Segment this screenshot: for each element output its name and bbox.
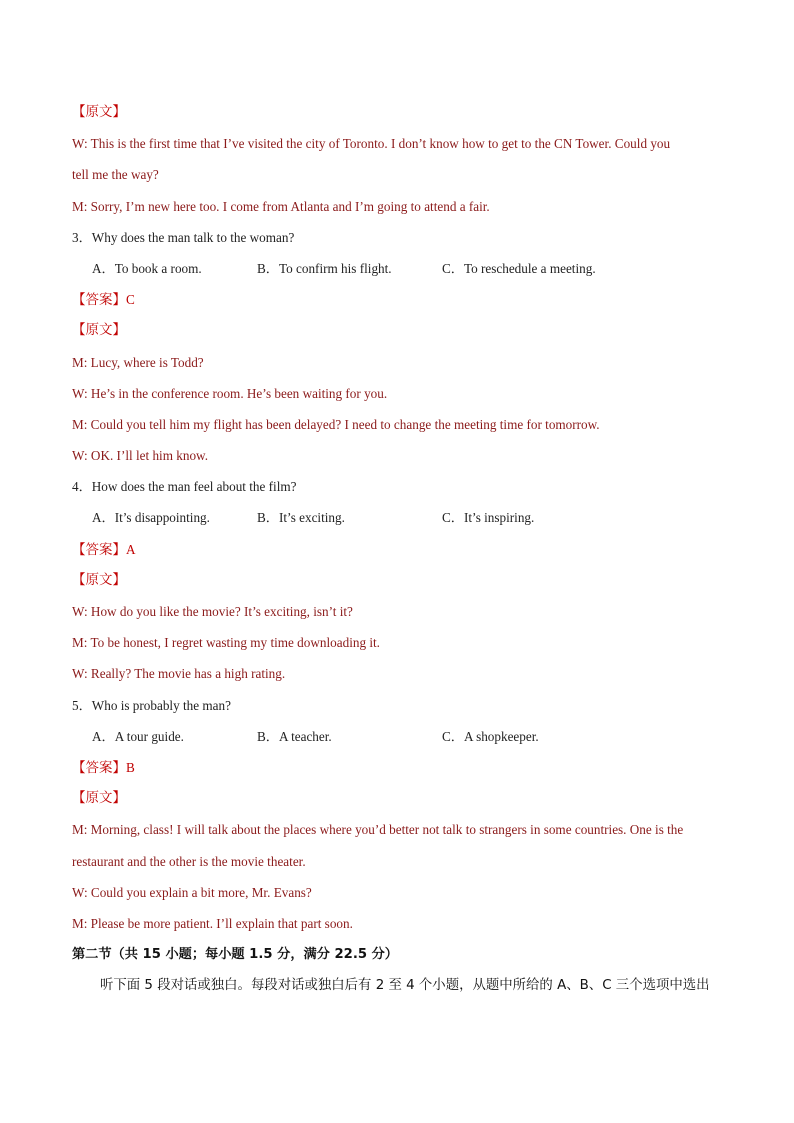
section-instruction: 听下面 5 段对话或独白。每段对话或独白后有 2 至 4 个小题，从题中所给的 A、B、C 三个选项中选出 [100,978,710,994]
option-b: B．A teacher. [257,728,332,744]
question-3: 3．Why does the man talk to the woman? [72,229,295,245]
answer-tag: 【答案】 [72,541,126,558]
transcript-line: M: Lucy, where is Todd? [72,354,204,370]
transcript-line: M: Morning, class! I will talk about the places where you’d better not talk to strangers in some countries. One is the [72,822,684,838]
option-a: A．A tour guide. [92,728,184,744]
option-b: B．To confirm his flight. [257,260,392,276]
answer-line-4 [72,534,732,565]
answer-line-3 [72,284,732,315]
transcript-tag: 【原文】 [72,571,126,588]
answer-value: B [126,759,135,775]
option-c: C．To reschedule a meeting. [442,260,596,276]
option-c: C．A shopkeeper. [442,728,539,744]
question-4: 4．How does the man feel about the film? [72,479,297,495]
transcript-line: W: OK. I’ll let him know. [72,448,209,464]
transcript-line: M: Could you tell him my flight has been delayed? I need to change the meeting time for tomorrow. [72,416,600,432]
transcript-tag: 【原文】 [72,322,126,339]
transcript-line: tell me the way? [72,167,159,183]
transcript-line: W: He’s in the conference room. He’s been waiting for you. [72,385,388,401]
transcript-line: W: Could you explain a bit more, Mr. Evans? [72,884,312,900]
question-3-options [72,253,732,284]
answer-value: C [126,292,135,308]
answer-value: A [126,541,136,557]
transcript-line: W: This is the first time that I’ve visited the city of Toronto. I don’t know how to get to the CN Tower. Could you [72,136,671,152]
answer-tag: 【答案】 [72,292,126,309]
question-5: 5．Who is probably the man? [72,697,231,713]
option-a: A．It’s disappointing. [92,510,210,526]
question-5-options [72,721,732,752]
transcript-tag: 【原文】 [72,790,126,807]
option-c: C．It’s inspiring. [442,510,535,526]
transcript-line: M: Sorry, I’m new here too. I come from Atlanta and I’m going to attend a fair. [72,198,490,214]
answer-line-5 [72,752,732,783]
transcript-line: W: How do you like the movie? It’s exciting, isn’t it? [72,604,353,619]
transcript-line: restaurant and the other is the movie theater. [72,853,306,869]
section-heading: 第二节（共 15 小题；每小题 1.5 分，满分 22.5 分） [72,947,398,963]
transcript-tag: 【原文】 [72,104,126,120]
transcript-line: M: Please be more patient. I’ll explain that part soon. [72,915,353,931]
option-a: A．To book a room. [92,260,202,276]
document-page [72,97,732,1001]
question-4-options [72,502,732,533]
option-b: B．It’s exciting. [257,510,345,526]
answer-tag: 【答案】 [72,759,126,776]
transcript-line: M: To be honest, I regret wasting my time downloading it. [72,635,380,651]
transcript-line: W: Really? The movie has a high rating. [72,666,286,682]
